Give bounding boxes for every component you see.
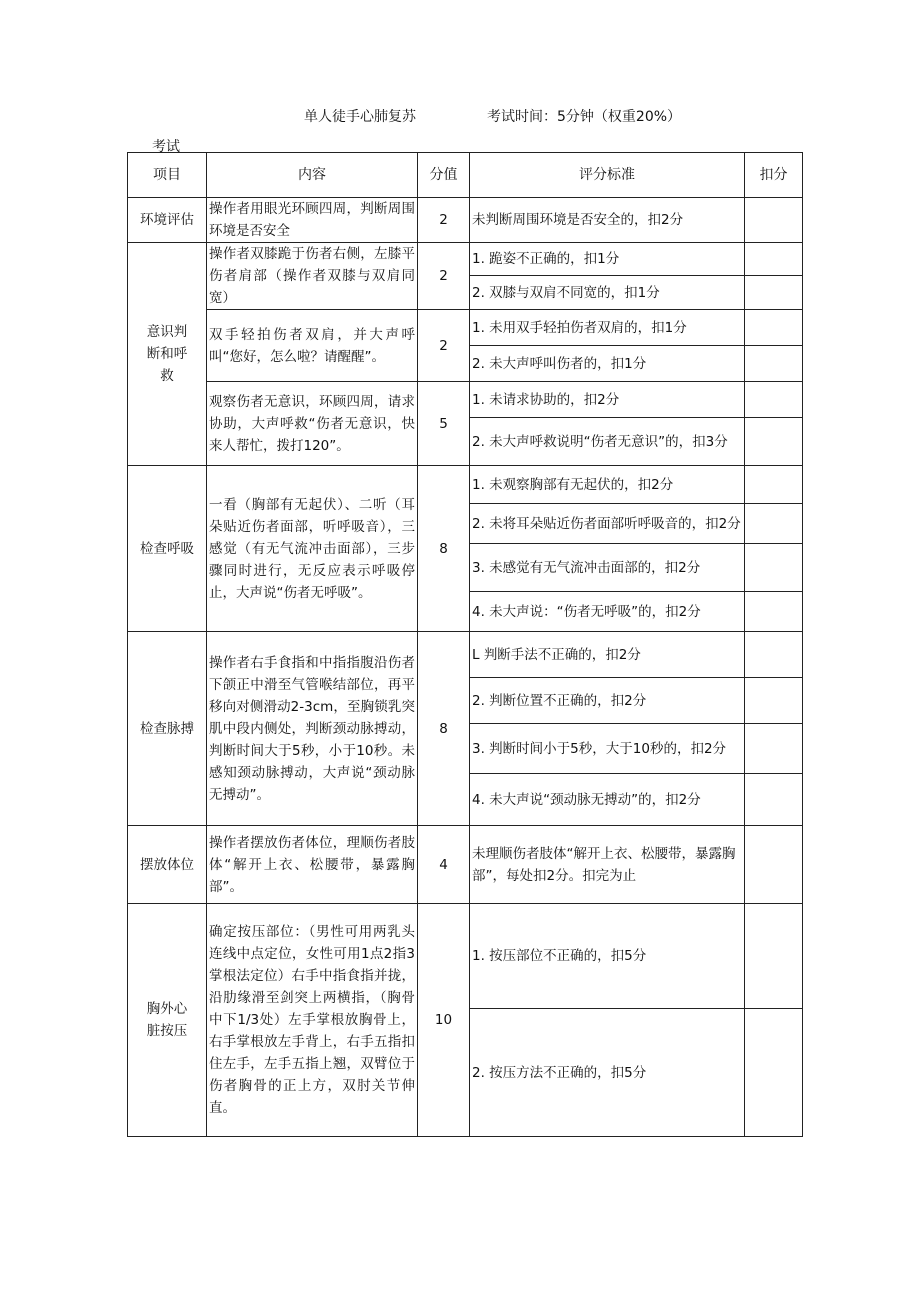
deduct-cell[interactable] (745, 418, 803, 466)
criteria-cell: 2. 按压方法不正确的，扣5分 (470, 1009, 745, 1137)
score-cell: 8 (418, 632, 470, 826)
content-cell: 观察伤者无意识，环顾四周，请求协助，大声呼救“伤者无意识，快来人帮忙，拨打120”。 (207, 382, 418, 466)
deduct-cell[interactable] (745, 504, 803, 544)
criteria-cell: 2. 未将耳朵贴近伤者面部听呼吸音的，扣2分 (470, 504, 745, 544)
deduct-cell[interactable] (745, 1009, 803, 1137)
header-criteria: 评分标准 (470, 153, 745, 198)
content-cell: 操作者右手食指和中指指腹沿伤者下颌正中滑至气管喉结部位，再平移向对侧滑动2-3cm，至胸锁乳突肌中段内侧处，判断颈动脉搏动，判断时间大于5秒，小于10秒。未感知颈动脉搏动，大声说“颈动脉无搏动”。 (207, 632, 418, 826)
criteria-cell: 4. 未大声说：“伤者无呼吸”的，扣2分 (470, 592, 745, 632)
criteria-cell: 未理顺伤者肢体“解开上衣、松腰带，暴露胸部”，每处扣2分。扣完为止 (470, 826, 745, 904)
deduct-cell[interactable] (745, 382, 803, 418)
criteria-cell: 未判断周围环境是否安全的，扣2分 (470, 198, 745, 243)
header-score: 分值 (418, 153, 470, 198)
project-cell: 环境评估 (128, 198, 207, 243)
deduct-cell[interactable] (745, 678, 803, 724)
score-cell: 2 (418, 310, 470, 382)
header-project: 项目 (128, 153, 207, 198)
deduct-cell[interactable] (745, 632, 803, 678)
deduct-cell[interactable] (745, 276, 803, 310)
project-cell: 检查呼吸 (128, 466, 207, 632)
criteria-cell: 3. 未感觉有无气流冲击面部的，扣2分 (470, 544, 745, 592)
score-cell: 5 (418, 382, 470, 466)
project-cell: 胸外心脏按压 (128, 904, 207, 1137)
criteria-cell: 1. 按压部位不正确的，扣5分 (470, 904, 745, 1009)
header-row (128, 153, 803, 198)
deduct-cell[interactable] (745, 826, 803, 904)
header-content: 内容 (207, 153, 418, 198)
deduct-cell[interactable] (745, 243, 803, 276)
criteria-cell: 2. 未大声呼救说明“伤者无意识”的，扣3分 (470, 418, 745, 466)
table-row (128, 243, 803, 276)
deduct-cell[interactable] (745, 310, 803, 346)
content-cell: 操作者双膝跪于伤者右侧，左膝平伤者肩部（操作者双膝与双肩同宽） (207, 243, 418, 310)
deduct-cell[interactable] (745, 466, 803, 504)
exam-time: 考试时间：5分钟（权重20%） (487, 109, 682, 125)
deduct-cell[interactable] (745, 346, 803, 382)
header-deduct: 扣分 (745, 153, 803, 198)
scoring-table (127, 152, 803, 1137)
table-row (128, 310, 803, 346)
content-cell: 操作者用眼光环顾四周，判断周围环境是否安全 (207, 198, 418, 243)
content-cell: 确定按压部位：（男性可用两乳头连线中点定位，女性可用1点2指3掌根法定位）右手中指食指并拢，沿肋缘滑至剑突上两横指，（胸骨中下1/3处）左手掌根放胸骨上，右手掌根放左手背上，右手五指扣住左手，左手五指上翘，双臂位于伤者胸骨的正上方，双肘关节伸直。 (207, 904, 418, 1137)
document-title: 单人徒手心肺复苏 (304, 109, 416, 125)
score-cell: 10 (418, 904, 470, 1137)
project-cell: 摆放体位 (128, 826, 207, 904)
content-cell: 一看（胸部有无起伏）、二听（耳朵贴近伤者面部，听呼吸音），三感觉（有无气流冲击面部），三步骤同时进行，无反应表示呼吸停止，大声说“伤者无呼吸”。 (207, 466, 418, 632)
content-cell: 操作者摆放伤者体位，理顺伤者肢体“解开上衣、松腰带，暴露胸部”。 (207, 826, 418, 904)
criteria-cell: 4. 未大声说“颈动脉无搏动”的，扣2分 (470, 774, 745, 826)
deduct-cell[interactable] (745, 198, 803, 243)
criteria-cell: 1. 未请求协助的，扣2分 (470, 382, 745, 418)
deduct-cell[interactable] (745, 904, 803, 1009)
table-row (128, 198, 803, 243)
score-cell: 8 (418, 466, 470, 632)
table-row (128, 466, 803, 504)
deduct-cell[interactable] (745, 774, 803, 826)
deduct-cell[interactable] (745, 544, 803, 592)
deduct-cell[interactable] (745, 724, 803, 774)
criteria-cell: 1. 未观察胸部有无起伏的，扣2分 (470, 466, 745, 504)
table-row (128, 632, 803, 678)
score-cell: 4 (418, 826, 470, 904)
score-cell: 2 (418, 198, 470, 243)
criteria-cell: 2. 双膝与双肩不同宽的，扣1分 (470, 276, 745, 310)
criteria-cell: 1. 跪姿不正确的，扣1分 (470, 243, 745, 276)
criteria-cell: 2. 未大声呼叫伤者的，扣1分 (470, 346, 745, 382)
project-cell: 意识判断和呼救 (128, 243, 207, 466)
content-cell: 双手轻拍伤者双肩，并大声呼叫“您好，怎么啦？请醒醒”。 (207, 310, 418, 382)
table-row (128, 904, 803, 1009)
criteria-cell: L 判断手法不正确的，扣2分 (470, 632, 745, 678)
table-row (128, 826, 803, 904)
project-cell: 检查脉搏 (128, 632, 207, 826)
exam-label: 考试 (152, 139, 180, 155)
criteria-cell: 1. 未用双手轻拍伤者双肩的，扣1分 (470, 310, 745, 346)
score-cell: 2 (418, 243, 470, 310)
table-row (128, 382, 803, 418)
criteria-cell: 3. 判断时间小于5秒，大于10秒的，扣2分 (470, 724, 745, 774)
deduct-cell[interactable] (745, 592, 803, 632)
criteria-cell: 2. 判断位置不正确的，扣2分 (470, 678, 745, 724)
